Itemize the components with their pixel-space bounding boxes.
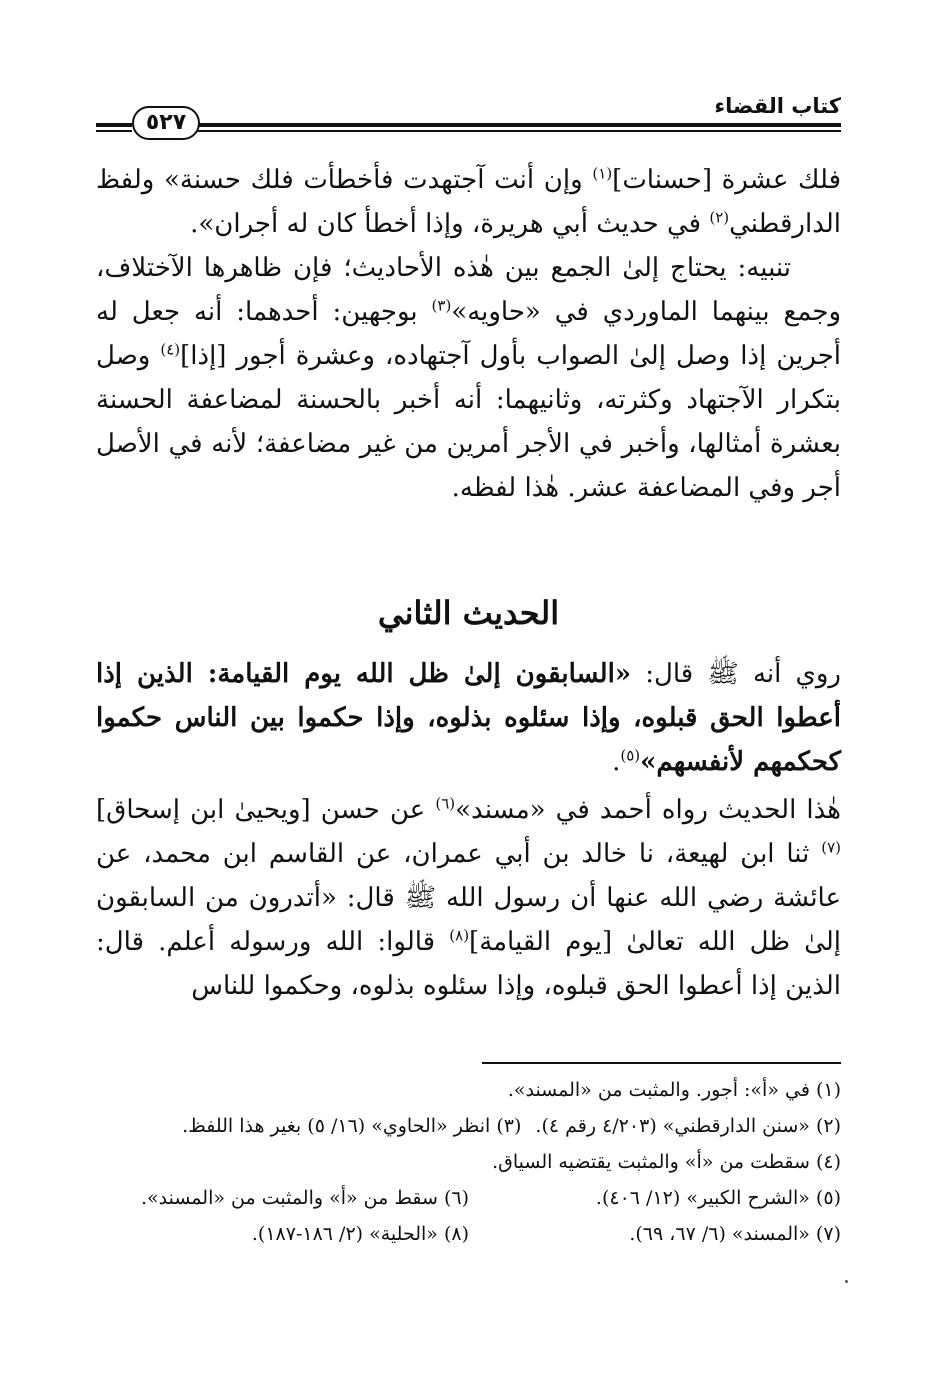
header-rule-thin xyxy=(166,130,841,132)
footnotes xyxy=(96,1072,841,1252)
page-number: ٥٢٧ xyxy=(132,106,200,140)
footnote-3: (٣) انظر «الحاوي» (١٦/ ٥) بغير هذا اللفظ. xyxy=(182,1115,522,1137)
footnote-separator xyxy=(482,1062,841,1064)
body-text-top xyxy=(96,158,841,510)
footnote-ref-8: (٨) xyxy=(449,926,470,945)
paragraph-hadith: روي أنه ﷺ قال: «السابقون إلىٰ ظل الله يوم القيامة: الذين إذا أعطوا الحق قبلوه، وإذا سئلوه بذلوه، وإذا حكموا بين الناس حكموا كحكمهم لأنفسهم»$^{(٥)}$. xyxy=(96,659,841,777)
footnote-2: (٢) «سنن الدارقطني» (٤/٢٠٣ رقم ٤). xyxy=(535,1115,841,1137)
header-rule-thick xyxy=(166,123,841,127)
footnote-ref-4: (٤) xyxy=(160,340,181,359)
footnote-6: (٦) سقط من «أ» والمثبت من «المسند». xyxy=(140,1187,469,1209)
chapter-title: كتاب القضاء xyxy=(714,94,841,118)
paragraph-tanbih: تنبيه: يحتاج إلىٰ الجمع بين هٰذه الأحاديث؛ فإن ظاهرها الآختلاف، وجمع بينهما الماوردي في «حاويه»$^{(٣)}$ بوجهين: أحدهما: أنه جعل له أجرين إذا وصل إلىٰ الصواب بأول آجتهاده، وعشرة أجور [إذا]$^{(٤)}$ وصل بتكرار الآجتهاد وكثرته، وثانيهما: أنه أخبر بالحسنة لمضاعفة الحسنة بعشرة أمثالها، وأخبر في الأجر أمرين من غير مضاعفة؛ لأنه في الأصل أجر وفي المضاعفة عشر. هٰذا لفظه. xyxy=(96,253,841,503)
footnote-ref-3: (٣) xyxy=(431,296,452,315)
scan-speck xyxy=(845,1280,848,1283)
footnote-8: (٨) «الحلية» (٢/ ١٨٦-١٨٧). xyxy=(251,1223,469,1245)
header-rule-left-thin xyxy=(96,130,132,132)
footnote-7: (٧) «المسند» (٦/ ٦٧، ٦٩). xyxy=(629,1223,841,1245)
footnote-4: (٤) سقطت من «أ» والمثبت يقتضيه السياق. xyxy=(492,1151,841,1173)
footnote-ref-7: (٧) xyxy=(821,838,841,857)
footnote-5: (٥) «الشرح الكبير» (١٢/ ٤٠٦). xyxy=(595,1187,841,1209)
header-rule-left-thick xyxy=(96,123,132,127)
footnote-ref-1: (١) xyxy=(592,164,613,183)
running-header xyxy=(96,84,841,136)
footnote-ref-6: (٦) xyxy=(435,794,456,813)
footnote-1: (١) في «أ»: أجور. والمثبت من «المسند». xyxy=(507,1079,841,1101)
footnote-ref-2: (٢) xyxy=(709,208,730,227)
hadith-text: «السابقون إلىٰ ظل الله يوم القيامة: الذين إذا أعطوا الحق قبلوه، وإذا سئلوه بذلوه، وإذا حكموا بين الناس حكموا كحكمهم لأنفسهم» xyxy=(96,659,841,777)
body-text-bottom xyxy=(96,652,841,1012)
footnote-ref-5: (٥) xyxy=(620,746,641,765)
paragraph-continuation: فلك عشرة [حسنات]$^{(١)}$ وإن أنت آجتهدت فأخطأت فلك حسنة» ولفظ الدارقطني$^{(٢)}$ في حديث أبي هريرة، وإذا أخطأ كان له أجران». xyxy=(96,164,841,239)
section-title: الحديث الثاني xyxy=(377,594,560,632)
paragraph-takhrij: هٰذا الحديث رواه أحمد في «مسند»$^{(٦)}$ عن حسن [ويحيىٰ ابن إسحاق]$^{(٧)}$ ثنا ابن لهيعة، نا خالد بن أبي عمران، عن القاسم ابن محمد، عن عائشة رضي الله عنها أن رسول الله ﷺ قال: «أتدرون من السابقون إلىٰ ظل الله تعالىٰ [يوم القيامة]$^{(٨)}$ قالوا: الله ورسوله أعلم. قال: الذين إذا أعطوا الحق قبلوه، وإذا سئلوه بذلوه، وحكموا للناس xyxy=(96,794,841,1001)
